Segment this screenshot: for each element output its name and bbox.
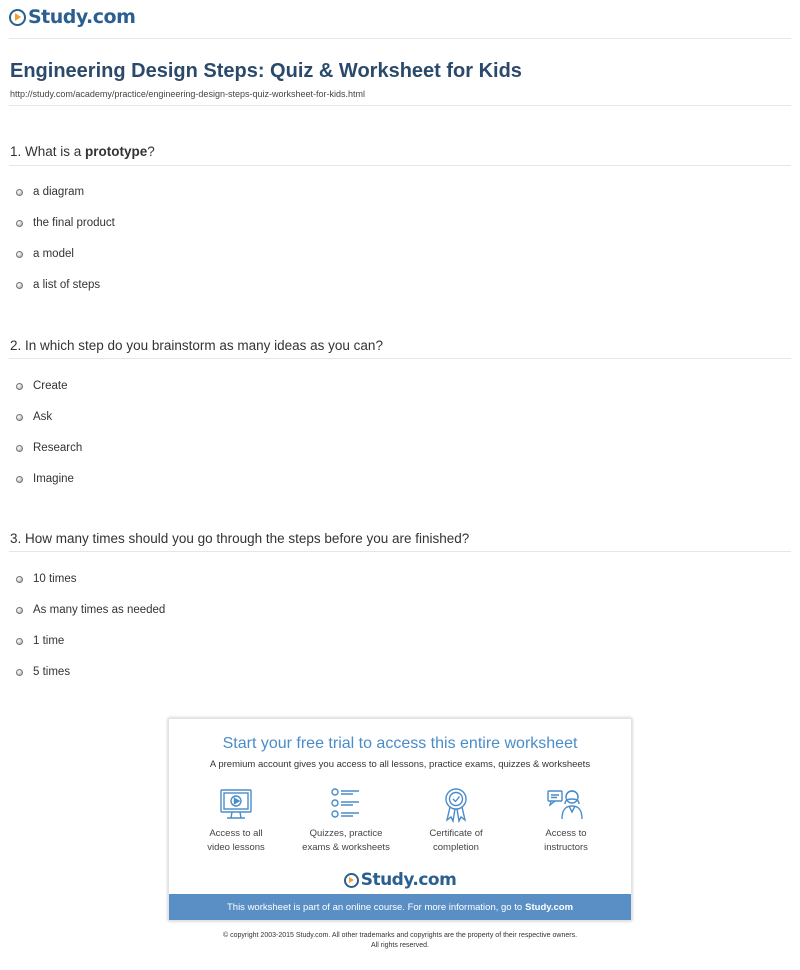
- answer-option[interactable]: As many times as needed: [16, 604, 165, 616]
- radio-button-icon[interactable]: [16, 383, 23, 390]
- free-trial-promo: [168, 718, 632, 921]
- promo-title[interactable]: Start your free trial to access this entire worksheet: [222, 735, 578, 752]
- study-logo[interactable]: [9, 6, 135, 28]
- promo-study-logo[interactable]: [169, 870, 631, 890]
- answer-option[interactable]: a diagram: [16, 186, 84, 198]
- question-2-divider: [9, 358, 791, 359]
- radio-button-icon[interactable]: [16, 445, 23, 452]
- answer-option[interactable]: 5 times: [16, 666, 70, 678]
- rights-line: All rights reserved.: [371, 942, 429, 949]
- answer-option[interactable]: a model: [16, 248, 74, 260]
- radio-button-icon[interactable]: [16, 576, 23, 583]
- radio-button-icon[interactable]: [16, 638, 23, 645]
- answer-option[interactable]: 10 times: [16, 573, 76, 585]
- question-2: 2. In which step do you brainstorm as many ideas as you can?: [10, 338, 383, 353]
- feature-video-lessons: Access to all video lessons: [181, 785, 291, 855]
- answer-option[interactable]: Research: [16, 442, 82, 454]
- page-url[interactable]: http://study.com/academy/practice/engineering-design-steps-quiz-worksheet-for-kids.html: [10, 89, 365, 99]
- play-logo-icon: [9, 9, 26, 26]
- feature-instructors: Access to instructors: [511, 785, 621, 855]
- feature-label: Certificate of: [429, 828, 483, 839]
- video-lesson-icon: [216, 785, 256, 825]
- feature-quizzes: Quizzes, practice exams & worksheets: [291, 785, 401, 855]
- instructor-icon: [546, 785, 586, 825]
- feature-label: Access to all: [209, 828, 263, 839]
- radio-button-icon[interactable]: [16, 476, 23, 483]
- answer-option[interactable]: the final product: [16, 217, 115, 229]
- radio-button-icon[interactable]: [16, 669, 23, 676]
- answer-option[interactable]: Ask: [16, 411, 52, 423]
- radio-button-icon[interactable]: [16, 414, 23, 421]
- logo-text: Study.com: [28, 6, 136, 28]
- promo-subtitle: A premium account gives you access to all lessons, practice exams, quizzes & worksheets: [209, 759, 591, 770]
- promo-logo-text: Study.com: [360, 870, 457, 890]
- question-1: 1. What is a prototype?: [10, 144, 155, 159]
- answer-option[interactable]: 1 time: [16, 635, 64, 647]
- title-divider: [9, 105, 791, 106]
- promo-info-bar: [169, 894, 631, 920]
- feature-certificate: Certificate of completion: [401, 785, 511, 855]
- answer-option[interactable]: Create: [16, 380, 68, 392]
- copyright-line: © copyright 2003-2015 Study.com. All other trademarks and copyrights are the property of their respective owners.: [222, 932, 578, 939]
- quiz-list-icon: [326, 785, 366, 825]
- play-logo-icon: [344, 873, 359, 888]
- copyright-footer: [0, 931, 800, 951]
- answer-option[interactable]: Imagine: [16, 473, 74, 485]
- question-1-keyword: prototype: [85, 144, 148, 159]
- radio-button-icon[interactable]: [16, 220, 23, 227]
- radio-button-icon[interactable]: [16, 189, 23, 196]
- feature-label: Quizzes, practice: [309, 828, 383, 839]
- feature-label: Access to: [545, 828, 587, 839]
- page-title: Engineering Design Steps: Quiz & Worksheet for Kids: [10, 60, 522, 82]
- promo-bar-link[interactable]: Study.com: [525, 901, 574, 913]
- question-3-divider: [9, 551, 791, 552]
- certificate-icon: [436, 785, 476, 825]
- answer-option[interactable]: a list of steps: [16, 279, 100, 291]
- question-3: 3. How many times should you go through the steps before you are finished?: [10, 531, 470, 546]
- radio-button-icon[interactable]: [16, 607, 23, 614]
- header-divider: [9, 38, 791, 39]
- promo-bar-text: This worksheet is part of an online course. For more information, go to: [226, 901, 523, 913]
- radio-button-icon[interactable]: [16, 282, 23, 289]
- radio-button-icon[interactable]: [16, 251, 23, 258]
- question-1-divider: [9, 165, 791, 166]
